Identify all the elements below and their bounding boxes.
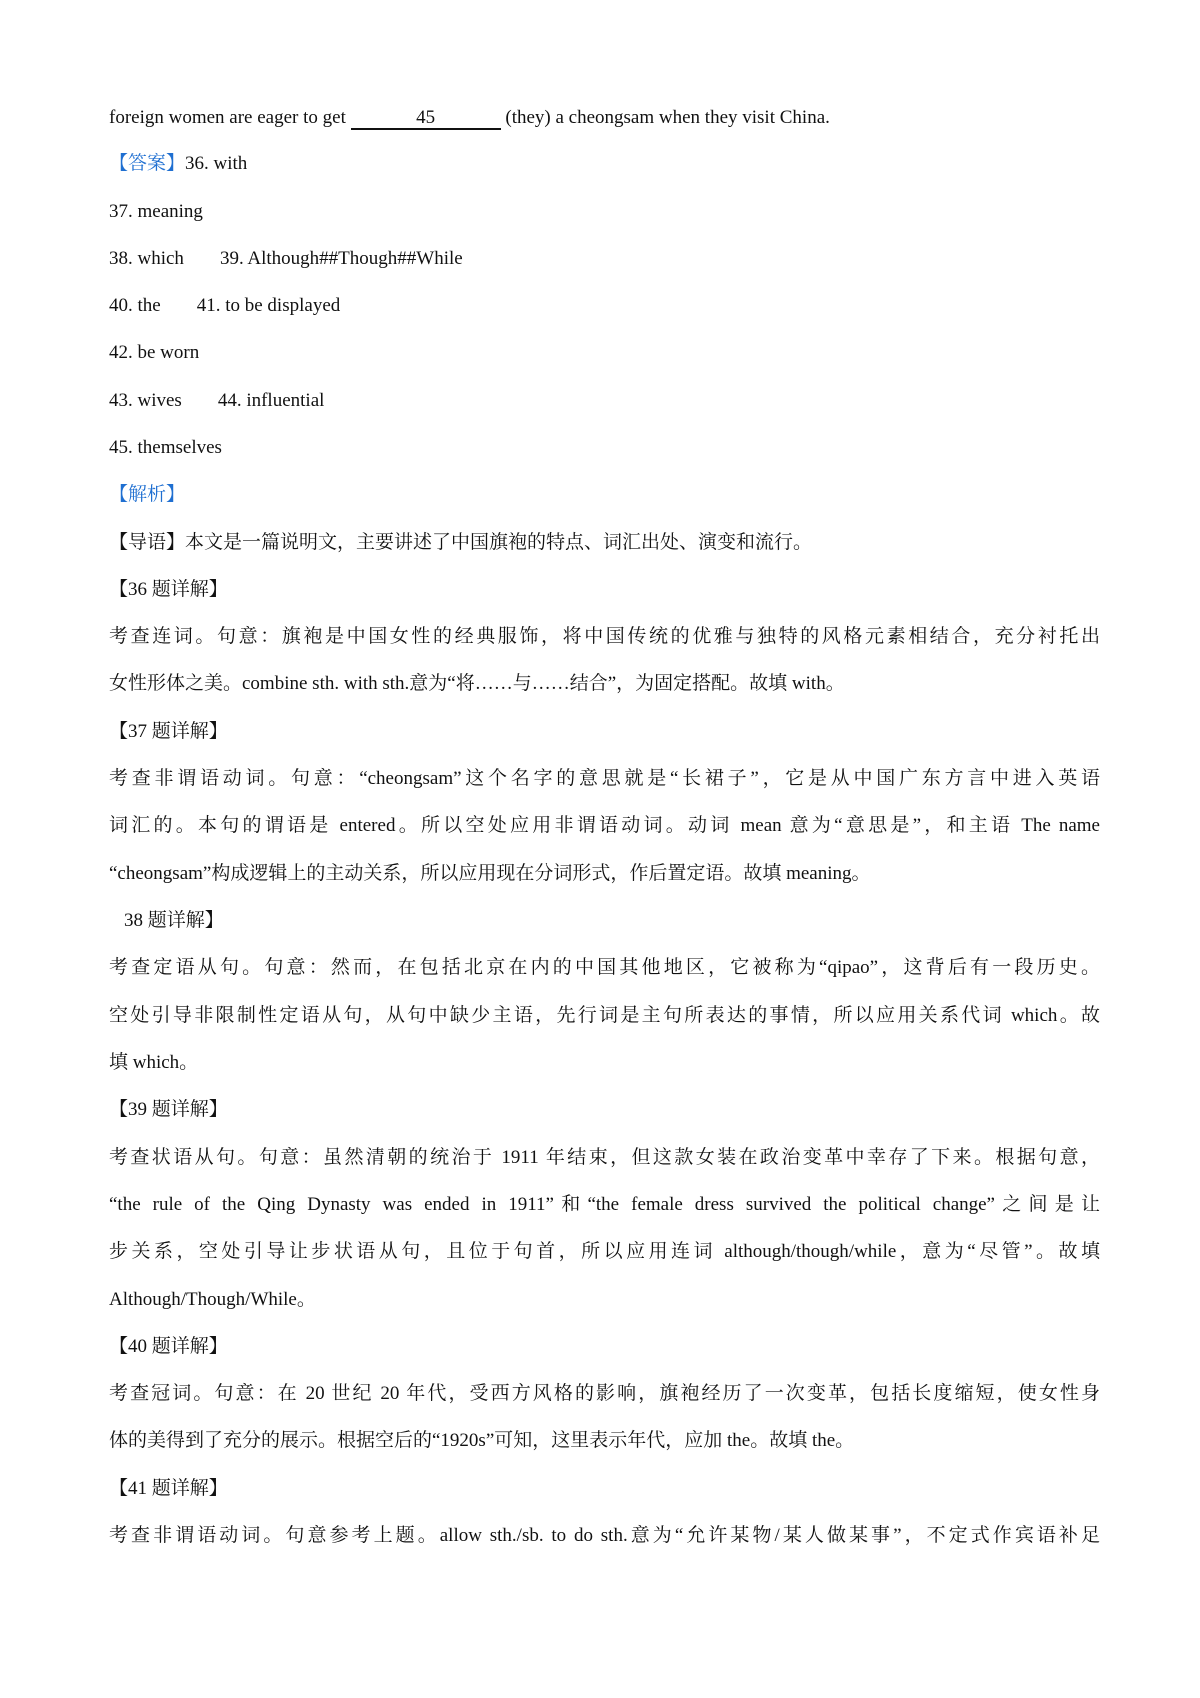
q38-line-3: 填 which。 <box>109 1052 199 1073</box>
q38-heading: 38 题详解】 <box>124 910 224 931</box>
answer-43: 43. wives <box>109 390 182 411</box>
q38-line-1: 考查定语从句。句意：然而，在包括北京在内的中国其他地区，它被称为“qipao”，这背后有一段历史。 <box>109 957 1100 978</box>
answer-line-5 <box>109 340 1100 366</box>
q40-line-2: 体的美得到了充分的展示。根据空后的“1920s”可知，这里表示年代，应加 the。故填 the。 <box>109 1430 855 1451</box>
answer-37: 37. meaning <box>109 201 203 222</box>
q37-line-3: “cheongsam”构成逻辑上的主动关系，所以应用现在分词形式，作后置定语。故填 meaning。 <box>109 863 871 884</box>
answer-36: 36. with <box>185 153 248 174</box>
q37-heading: 【37 题详解】 <box>109 721 228 742</box>
q40-line-1: 考查冠词。句意：在 20 世纪 20 年代，受西方风格的影响，旗袍经历了一次变革，包括长度缩短，使女性身 <box>109 1383 1100 1404</box>
answer-line-3 <box>109 246 1100 272</box>
q38-line-2: 空处引导非限制性定语从句，从句中缺少主语，先行词是主句所表达的事情，所以应用关系代词 which。故 <box>109 1005 1100 1026</box>
blank-45: 45 <box>351 108 501 130</box>
q41-heading: 【41 题详解】 <box>109 1478 228 1499</box>
answer-line-6 <box>109 388 1100 414</box>
q41-line-1: 考查非谓语动词。句意参考上题。allow sth./sb. to do sth.意为“允许某物/某人做某事”，不定式作宾语补足 <box>109 1525 1100 1546</box>
q39-line-4: Although/Though/While。 <box>109 1289 316 1310</box>
passage-text-before: foreign women are eager to get <box>109 107 351 128</box>
passage-text-after: (they) a cheongsam when they visit China. <box>500 107 830 128</box>
intro-text: 【导语】本文是一篇说明文，主要讲述了中国旗袍的特点、词汇出处、演变和流行。 <box>109 532 813 553</box>
answer-44: 44. influential <box>217 390 325 411</box>
answer-tag: 【答案】 <box>109 153 186 174</box>
answer-41: 41. to be displayed <box>196 295 341 316</box>
answer-38: 38. which <box>109 248 184 269</box>
q39-heading: 【39 题详解】 <box>109 1099 228 1120</box>
answer-line-1 <box>109 151 1100 177</box>
q39-line-1: 考查状语从句。句意：虽然清朝的统治于 1911 年结束，但这款女装在政治变革中幸存了下来。根据句意， <box>109 1147 1100 1168</box>
q36-line-2: 女性形体之美。combine sth. with sth.意为“将……与……结合”，为固定搭配。故填 with。 <box>109 673 845 694</box>
q39-line-3: 步关系，空处引导让步状语从句，且位于句首，所以应用连词 although/though/while，意为“尽管”。故填 <box>109 1241 1100 1262</box>
q40-heading: 【40 题详解】 <box>109 1336 228 1357</box>
answer-line-7 <box>109 435 1100 461</box>
q37-line-1: 考查非谓语动词。句意：“cheongsam”这个名字的意思就是“长裙子”，它是从中国广东方言中进入英语 <box>109 768 1100 789</box>
passage-last-line <box>109 105 1100 131</box>
answer-40: 40. the <box>109 295 161 316</box>
answer-42: 42. be worn <box>109 342 200 363</box>
answer-line-4 <box>109 293 1100 319</box>
q39-line-2: “the rule of the Qing Dynasty was ended in 1911”和“the female dress survived the political change”之间是让 <box>109 1194 1100 1215</box>
answer-39: 39. Although##Though##While <box>219 248 463 269</box>
answer-line-2 <box>109 199 1100 225</box>
q36-heading: 【36 题详解】 <box>109 579 228 600</box>
analysis-tag: 【解析】 <box>109 484 186 505</box>
q37-line-2: 词汇的。本句的谓语是 entered。所以空处应用非谓语动词。动词 mean 意为“意思是”，和主语 The name <box>109 815 1100 836</box>
answer-45: 45. themselves <box>109 437 222 458</box>
q36-line-1: 考查连词。句意：旗袍是中国女性的经典服饰，将中国传统的优雅与独特的风格元素相结合，充分衬托出 <box>109 626 1100 647</box>
